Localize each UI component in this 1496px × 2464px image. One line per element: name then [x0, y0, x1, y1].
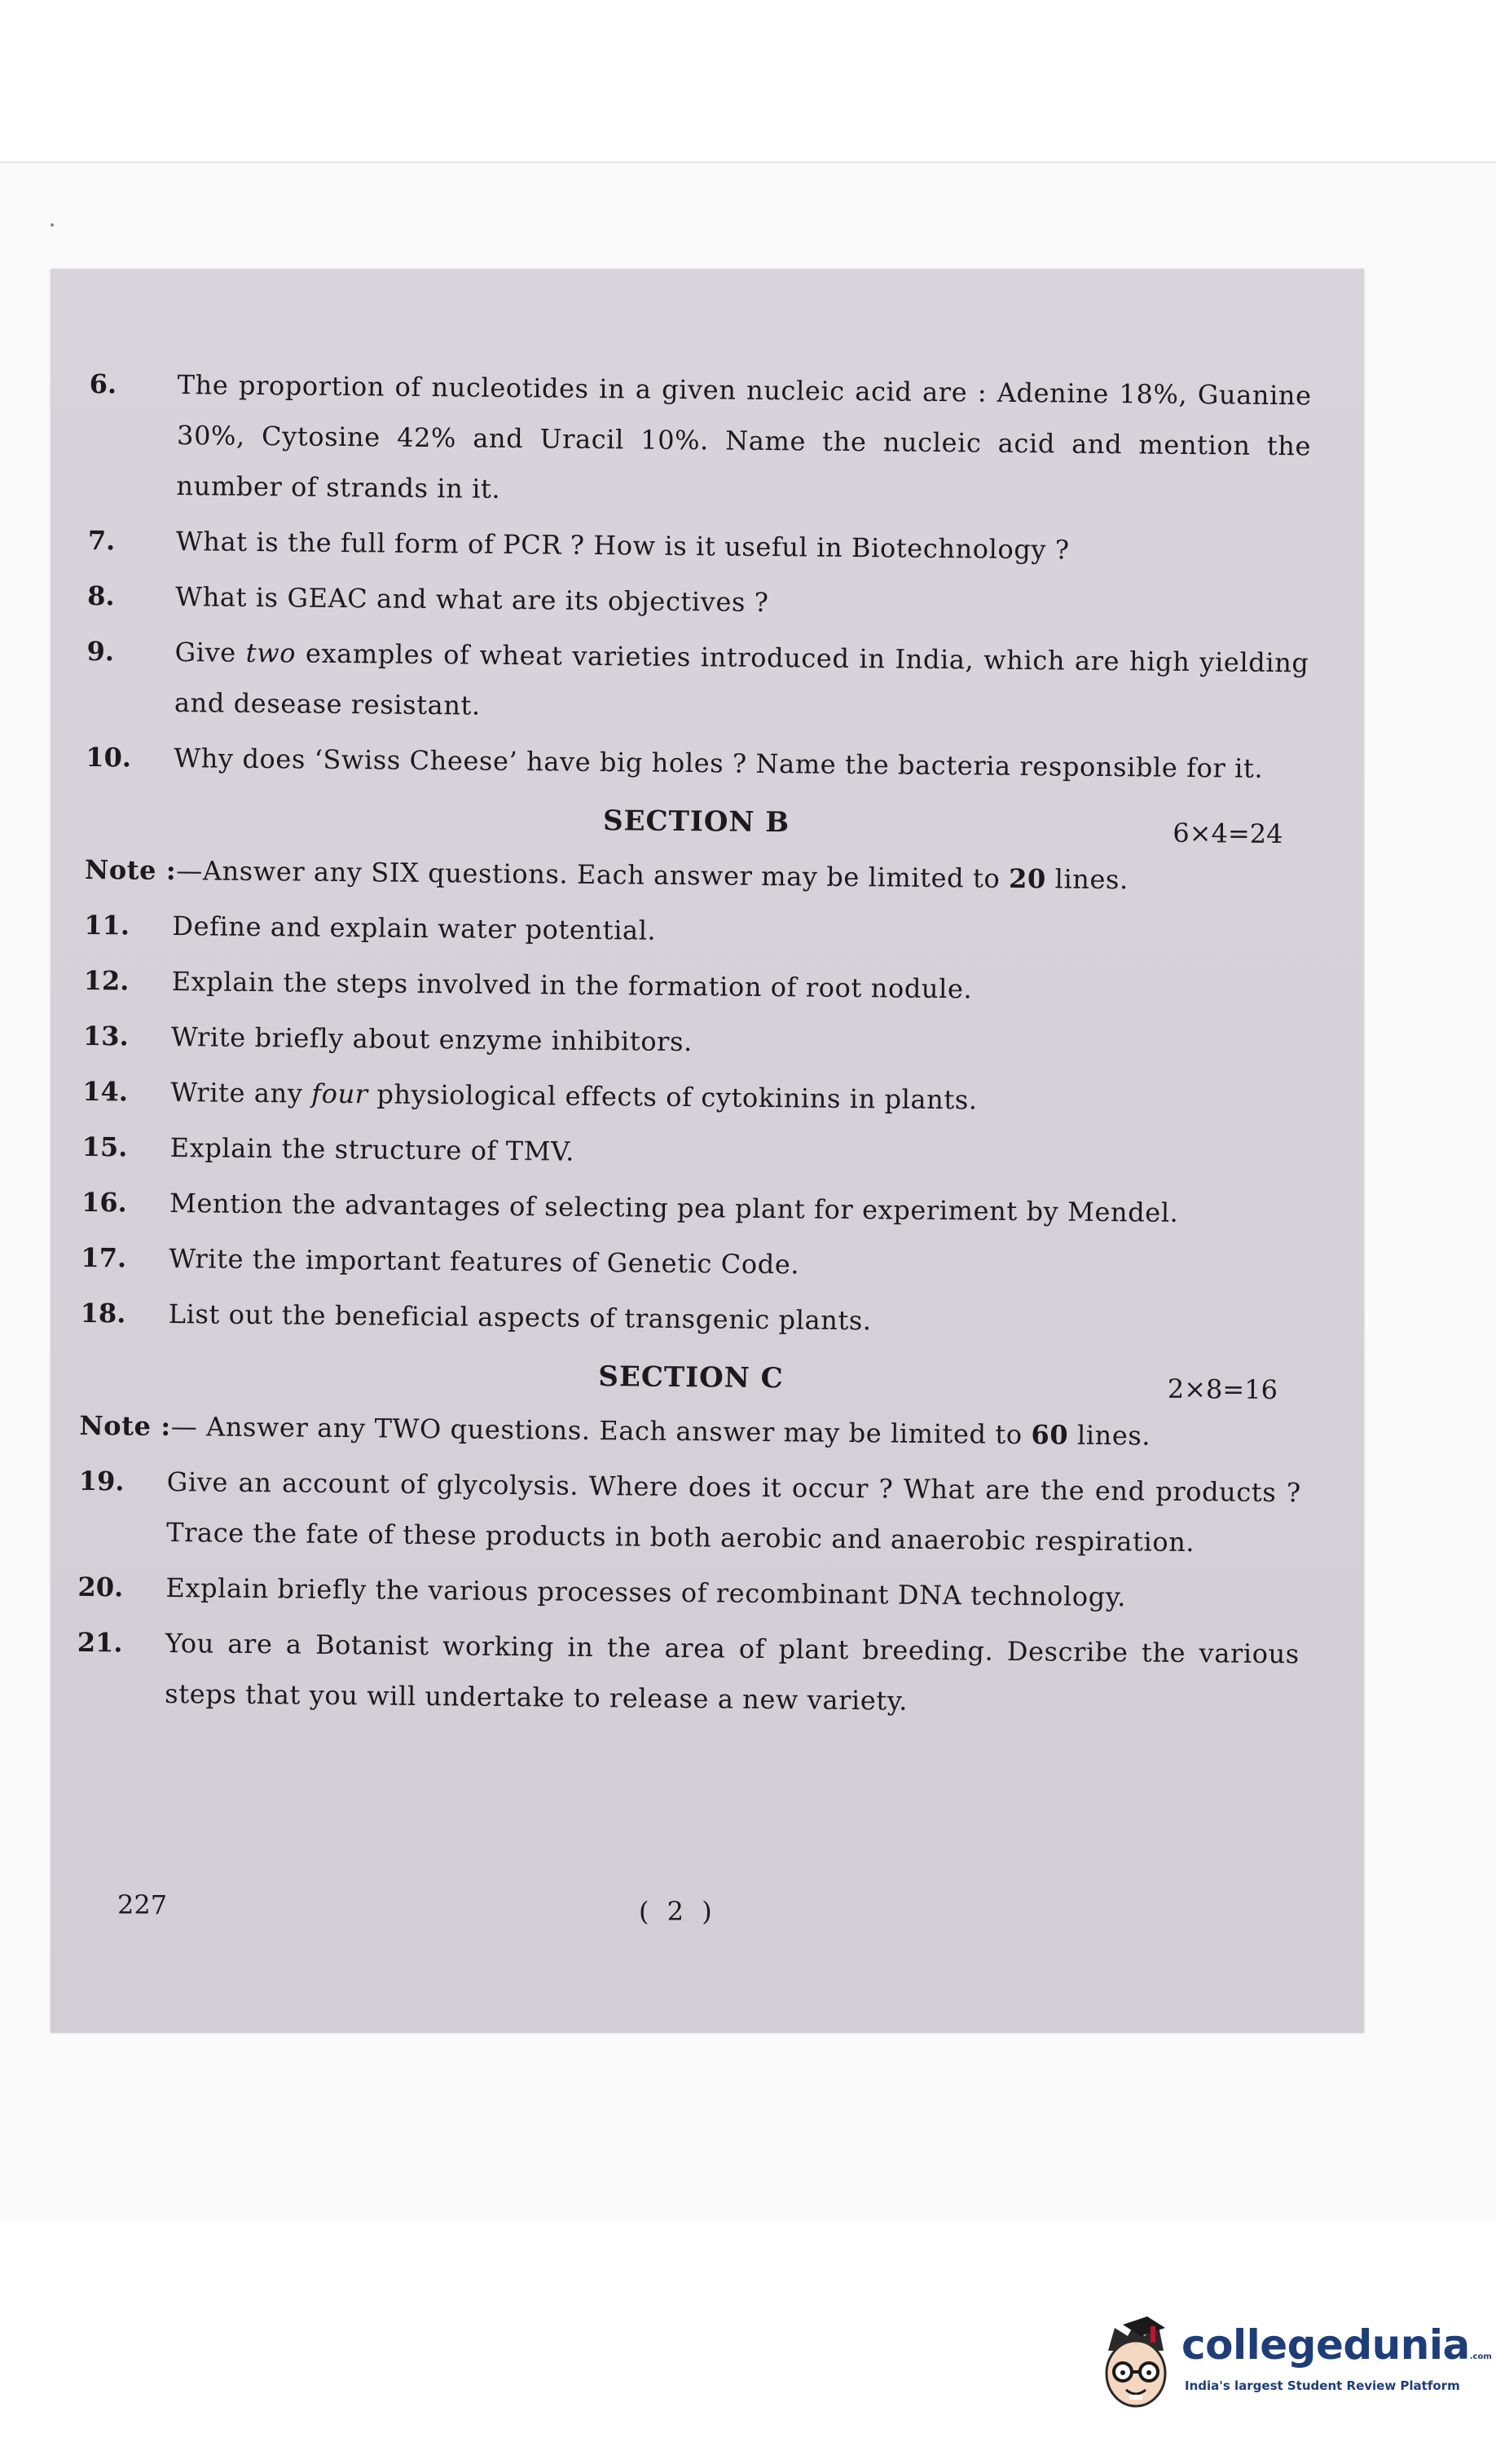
question-number: 16. [81, 1186, 127, 1219]
brand-name-text: collegedunia [1181, 2321, 1470, 2369]
question-text: Define and explain water potential. [172, 910, 657, 946]
question-text: Explain the steps involved in the formation of root nodule. [171, 966, 973, 1005]
question-number: 14. [82, 1075, 129, 1108]
brand-name [1181, 2321, 1492, 2369]
mascot-logo-icon [1090, 2303, 1181, 2426]
question-number: 10. [86, 741, 132, 774]
question-13 [83, 1011, 1306, 1073]
question-number: 21. [77, 1626, 123, 1659]
note-text: —Answer any SIX questions. Each answer may be limited to [176, 855, 1010, 894]
text-part: examples of wheat varieties introduced in India, which are high yielding and desease resistant. [174, 637, 1309, 721]
question-text: Give an account of glycolysis. Where does it occur ? What are the end products ? Trace the fate of these products in both aerobic and anaerobic respiration. [165, 1466, 1301, 1558]
brand-watermark [1090, 2303, 1492, 2426]
question-text [170, 1067, 1305, 1128]
question-text: What is GEAC and what are its objectives ? [175, 581, 769, 619]
question-12 [83, 955, 1306, 1017]
exam-content [77, 359, 1312, 1734]
question-number: 19. [78, 1465, 125, 1497]
question-text: List out the beneficial aspects of transgenic plants. [168, 1298, 872, 1337]
note-text: lines. [1045, 863, 1129, 896]
section-c-header [80, 1343, 1303, 1412]
question-number: 8. [87, 580, 115, 612]
question-16 [81, 1177, 1305, 1239]
brand-suffix: .com [1469, 2352, 1492, 2361]
question-text: Mention the advantages of selecting pea plant for experiment by Mendel. [169, 1187, 1179, 1228]
question-number: 12. [83, 964, 130, 997]
question-6 [88, 359, 1312, 522]
question-number: 7. [87, 524, 116, 557]
question-19 [78, 1456, 1301, 1568]
note-limit: 20 [1008, 862, 1047, 895]
page-footer [117, 1889, 1274, 1938]
question-text: Why does ‘Swiss Cheese’ have big holes ? Name the bacteria responsible for it. [174, 743, 1264, 784]
question-number: 20. [77, 1571, 124, 1603]
question-text [174, 627, 1309, 738]
question-number: 17. [81, 1241, 127, 1274]
brand-tagline: India's largest Student Review Platform [1185, 2378, 1460, 2393]
question-text: Write briefly about enzyme inhibitors. [170, 1020, 693, 1058]
question-text: You are a Botanist working in the area of plant breeding. Describe the various steps that you will undertake to release a new variety. [165, 1627, 1300, 1717]
question-text: The proportion of nucleotides in a given nucleic acid are : Adenine 18%, Guanine 30%, Cytosine 42% and Uracil 10%. Name the nucleic acid and mention the number of strands in it. [176, 369, 1312, 505]
question-text: Explain briefly the various processes of recombinant DNA technology. [165, 1571, 1127, 1613]
text-part: Write any [170, 1076, 312, 1109]
question-number: 9. [86, 635, 115, 668]
question-text: Explain the structure of TMV. [169, 1131, 575, 1167]
section-b-header [85, 787, 1308, 856]
note-label: Note : [84, 853, 177, 887]
text-part: Give [174, 637, 246, 668]
paper-code: 227 [117, 1889, 168, 1920]
note-limit: 60 [1031, 1419, 1069, 1451]
question-17 [81, 1232, 1304, 1294]
question-number: 11. [84, 909, 130, 941]
question-11 [84, 900, 1307, 962]
question-7 [88, 515, 1311, 577]
question-number: 13. [82, 1020, 129, 1052]
question-8 [87, 571, 1310, 633]
section-title: SECTION C [598, 1360, 784, 1395]
question-text: What is the full form of PCR ? How is it useful in Biotechnology ? [175, 526, 1070, 566]
question-18 [80, 1288, 1303, 1350]
note-text: lines. [1068, 1419, 1151, 1452]
note-text: — Answer any TWO questions. Each answer may be limited to [170, 1411, 1032, 1451]
question-20 [77, 1562, 1300, 1624]
question-number: 18. [80, 1297, 126, 1329]
section-marks: 2×8=16 [1167, 1373, 1278, 1406]
question-number: 15. [81, 1131, 128, 1163]
section-title: SECTION B [602, 804, 790, 840]
question-21 [77, 1617, 1300, 1730]
question-14 [82, 1066, 1305, 1128]
section-marks: 6×4=24 [1173, 817, 1283, 850]
emphasis-text: four [311, 1078, 368, 1110]
text-part: physiological effects of cytokinins in plants. [367, 1078, 978, 1116]
question-10 [86, 732, 1309, 794]
scan-speck [51, 223, 54, 227]
question-15 [81, 1122, 1305, 1184]
page-number: ( 2 ) [639, 1896, 717, 1927]
question-text: Write the important features of Genetic Code. [169, 1242, 800, 1280]
question-number: 6. [89, 368, 117, 400]
emphasis-text: two [245, 637, 297, 669]
question-9 [86, 626, 1309, 738]
note-label: Note : [79, 1409, 171, 1443]
